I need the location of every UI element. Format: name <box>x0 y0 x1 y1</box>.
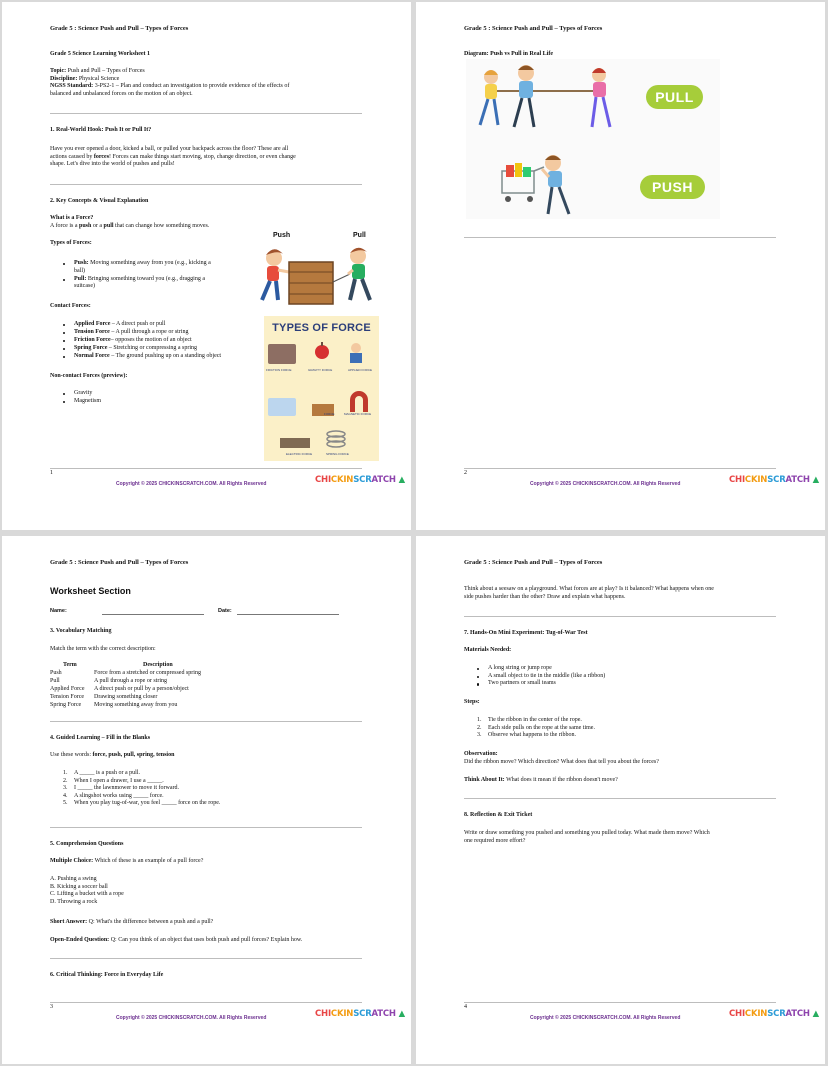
fill-blank-item: I _____ the lawnmower to move it forward. <box>74 785 179 792</box>
page-header: Grade 5 : Science Push and Pull – Types of Forces <box>50 25 189 32</box>
push-caption: Push <box>273 232 291 239</box>
push-pull-drawing <box>252 242 382 312</box>
discipline-line: Discipline: Physical Science <box>50 75 120 82</box>
brand-logo: CHICKINSCRATCH ▲ <box>729 1009 819 1019</box>
seesaw-prompt-2: side pushes harder than the other? Draw and explain what happens. <box>464 593 626 600</box>
word-bank: Use these words: force, push, pull, spring, tension <box>50 752 175 758</box>
bullet <box>63 340 65 342</box>
bullet <box>63 356 65 358</box>
bullet <box>63 393 65 395</box>
bullet <box>63 348 65 350</box>
footer-divider <box>464 1002 776 1003</box>
noncontact-item: Magnetism <box>74 398 101 404</box>
hook-text-3: shape. Let's dive into the world of pushes and pulls! <box>50 161 175 168</box>
copyright-text: Copyright © 2025 CHICKINSCRATCH.COM. All Rights Reserved <box>116 481 267 487</box>
term-cell: Tension Force <box>50 694 85 700</box>
worksheet-page-1 <box>2 2 411 530</box>
description-cell: A direct push or pull by a person/object <box>94 686 189 692</box>
matching-instructions: Match the term with the correct description: <box>50 646 156 652</box>
worksheet-page-4 <box>416 536 825 1064</box>
fill-blank-item: When you play tug-of-war, you feel _____ force on the rope. <box>74 800 221 807</box>
types-of-force-poster <box>264 316 379 461</box>
push-definition-2: ball) <box>74 267 85 274</box>
list-number: 2. <box>63 777 68 784</box>
copyright-text: Copyright © 2025 CHICKINSCRATCH.COM. All Rights Reserved <box>116 1015 267 1021</box>
material-item: A small object to tie in the middle (like a ribbon) <box>488 672 606 679</box>
steps-title: Steps: <box>464 699 480 705</box>
bullet <box>477 683 479 685</box>
observation-title: Observation: <box>464 751 498 757</box>
short-answer-question: Short Answer: Q: What's the difference between a push and a pull? <box>50 919 214 925</box>
term-header: Term <box>63 662 77 668</box>
divider <box>50 958 362 959</box>
poster-label: FRICTION FORCE <box>266 368 292 372</box>
bullet <box>63 324 65 326</box>
contact-force-item: Friction Force– opposes the motion of an object <box>74 337 192 343</box>
list-number: 2. <box>477 724 482 731</box>
bullet <box>63 263 65 265</box>
footer-divider <box>50 468 362 469</box>
poster-label: APPLIED FORCE <box>348 368 373 372</box>
multiple-choice-question: Multiple Choice: Which of these is an example of a pull force? <box>50 858 204 864</box>
description-cell: Drawing something closer <box>94 694 158 700</box>
fill-blank-item: When I open a drawer, I use a _____. <box>74 777 164 784</box>
divider <box>50 827 362 828</box>
push-definition: Push: Moving something away from you (e.g., kicking a <box>74 260 211 266</box>
page-number: 4 <box>464 1004 467 1010</box>
section-3-title: 3. Vocabulary Matching <box>50 628 112 634</box>
hook-text-1: Have you ever opened a door, kicked a ball, or pulled your backpack across the floor? These are all <box>50 146 289 152</box>
list-number: 4. <box>63 792 68 799</box>
bullet <box>477 676 479 678</box>
contact-force-item: Tension Force – A pull through a rope or string <box>74 329 189 335</box>
footer-divider <box>50 1002 362 1003</box>
materials-title: Materials Needed: <box>464 647 512 653</box>
pull-caption: Pull <box>353 232 366 239</box>
topic-line: Topic: Push and Pull – Types of Forces <box>50 68 145 74</box>
answer-option[interactable]: C. Lifting a bucket with a rope <box>50 891 124 898</box>
push-pull-illustration <box>252 228 382 312</box>
bullet <box>477 668 479 670</box>
section-6-title: 6. Critical Thinking: Force in Everyday Life <box>50 972 164 978</box>
description-cell: Force from a stretched or compressed spring <box>94 670 201 676</box>
diagram-title: Diagram: Push vs Pull in Real Life <box>464 51 554 57</box>
push-pull-diagram <box>466 59 720 219</box>
noncontact-item: Gravity <box>74 390 93 396</box>
worksheet-page-3 <box>2 536 411 1064</box>
bullet <box>63 332 65 334</box>
section-8-title: 8. Reflection & Exit Ticket <box>464 812 533 818</box>
force-definition: A force is a push or a pull that can change how something moves. <box>50 223 210 229</box>
list-number: 3. <box>477 732 482 739</box>
poster-label: MAGNETIC FORCE <box>344 412 372 416</box>
page-number: 3 <box>50 1004 53 1010</box>
seesaw-prompt-1: Think about a seesaw on a playground. What forces are at play? Is it balanced? What happens when one <box>464 586 714 592</box>
worksheet-page-2 <box>416 2 825 530</box>
list-number: 1. <box>477 717 482 723</box>
divider <box>50 113 362 114</box>
material-item: A long string or jump rope <box>488 665 552 671</box>
copyright-text: Copyright © 2025 CHICKINSCRATCH.COM. All Rights Reserved <box>530 1015 681 1021</box>
bullet <box>63 401 65 403</box>
list-number: 3. <box>63 785 68 792</box>
pull-definition: Pull: Bringing something toward you (e.g., dragging a <box>74 275 205 282</box>
step-item: Tie the ribbon in the center of the rope. <box>488 717 582 723</box>
divider <box>464 237 776 238</box>
pull-definition-2: suitcase) <box>74 283 95 290</box>
worksheet-section-title: Worksheet Section <box>50 586 131 596</box>
date-field[interactable] <box>237 614 339 615</box>
hook-text-2: actions caused by forces! Forces can make things start moving, stop, change direction, or even change <box>50 153 296 160</box>
answer-option[interactable]: A. Pushing a swing <box>50 876 97 882</box>
divider <box>464 798 776 799</box>
answer-option[interactable]: B. Kicking a soccer ball <box>50 883 108 890</box>
section-1-title: 1. Real-World Hook: Push It or Pull It? <box>50 127 152 133</box>
date-label: Date: <box>218 608 232 614</box>
contact-force-item: Normal Force – The ground pushing up on a standing object <box>74 353 222 359</box>
name-field[interactable] <box>102 614 204 615</box>
divider <box>464 616 776 617</box>
term-cell: Applied Force <box>50 686 85 692</box>
open-ended-question: Open-Ended Question: Q: Can you think of an object that uses both push and pull forces? Explain how. <box>50 937 303 943</box>
material-item: Two partners or small teams <box>488 680 556 687</box>
list-number: 5. <box>63 800 68 807</box>
poster-label: SPRING FORCE <box>326 452 349 456</box>
contact-force-item: Applied Force – A direct push or pull <box>74 321 166 327</box>
ngss-line-2: balanced and unbalanced forces on the motion of an object. <box>50 90 193 97</box>
noncontact-title: Non-contact Forces (preview): <box>50 373 128 379</box>
section-4-title: 4. Guided Learning – Fill in the Blanks <box>50 735 151 741</box>
section-2-title: 2. Key Concepts & Visual Explanation <box>50 198 149 204</box>
section-5-title: 5. Comprehension Questions <box>50 841 124 847</box>
exit-ticket-prompt-1: Write or draw something you pushed and something you pulled today. What made them move? Which <box>464 830 710 836</box>
contact-force-item: Spring Force – Stretching or compressing a spring <box>74 345 198 351</box>
list-number: 1. <box>63 770 68 776</box>
poster-title: TYPES OF FORCE <box>272 322 371 334</box>
contact-forces-title: Contact Forces: <box>50 303 91 309</box>
fill-blank-item: A slingshot works using _____ force. <box>74 792 164 799</box>
brand-logo: CHICKINSCRATCH ▲ <box>315 475 405 485</box>
types-of-forces-title: Types of Forces: <box>50 240 92 246</box>
page-number: 1 <box>50 470 53 476</box>
ngss-line: NGSS Standard: 3-PS2-1 – Plan and conduct an investigation to provide evidence of the effects of <box>50 83 290 90</box>
push-badge: PUSH <box>640 175 705 199</box>
term-cell: Spring Force <box>50 702 82 708</box>
description-cell: Moving something away from you <box>94 702 178 708</box>
term-cell: Pull <box>50 678 60 684</box>
step-item: Observe what happens to the ribbon. <box>488 732 576 739</box>
section-7-title: 7. Hands-On Mini Experiment: Tug-of-War Test <box>464 630 588 636</box>
divider <box>50 184 362 185</box>
think-about-it: Think About It: What does it mean if the ribbon doesn't move? <box>464 777 618 783</box>
footer-divider <box>464 468 776 469</box>
page-header: Grade 5 : Science Push and Pull – Types of Forces <box>50 559 189 566</box>
pull-badge: PULL <box>646 85 703 109</box>
page-header: Grade 5 : Science Push and Pull – Types of Forces <box>464 25 603 32</box>
poster-label: ELECTRIC FORCE <box>286 452 313 456</box>
brand-logo: CHICKINSCRATCH ▲ <box>315 1009 405 1019</box>
step-item: Each side pulls on the rope at the same time. <box>488 724 595 731</box>
worksheet-title: Grade 5 Science Learning Worksheet 1 <box>50 51 151 57</box>
divider <box>50 721 362 722</box>
bullet <box>63 279 65 281</box>
description-cell: A pull through a rope or string <box>94 678 167 684</box>
description-header: Description <box>143 662 173 668</box>
name-label: Name: <box>50 608 67 614</box>
term-cell: Push <box>50 670 62 676</box>
copyright-text: Copyright © 2025 CHICKINSCRATCH.COM. All Rights Reserved <box>530 481 681 487</box>
what-is-force-title: What is a Force? <box>50 215 94 221</box>
poster-label: FORCE <box>324 412 335 416</box>
exit-ticket-prompt-2: one required more effort? <box>464 837 526 844</box>
brand-logo: CHICKINSCRATCH ▲ <box>729 475 819 485</box>
page-number: 2 <box>464 470 467 476</box>
page-header: Grade 5 : Science Push and Pull – Types of Forces <box>464 559 603 566</box>
observation-text: Did the ribbon move? Which direction? What does that tell you about the forces? <box>464 758 659 765</box>
poster-label: GRAVITY FORCE <box>308 368 333 372</box>
poster-icons <box>264 338 379 461</box>
fill-blank-item: A _____ is a push or a pull. <box>74 770 140 776</box>
answer-option[interactable]: D. Throwing a rock <box>50 898 98 905</box>
